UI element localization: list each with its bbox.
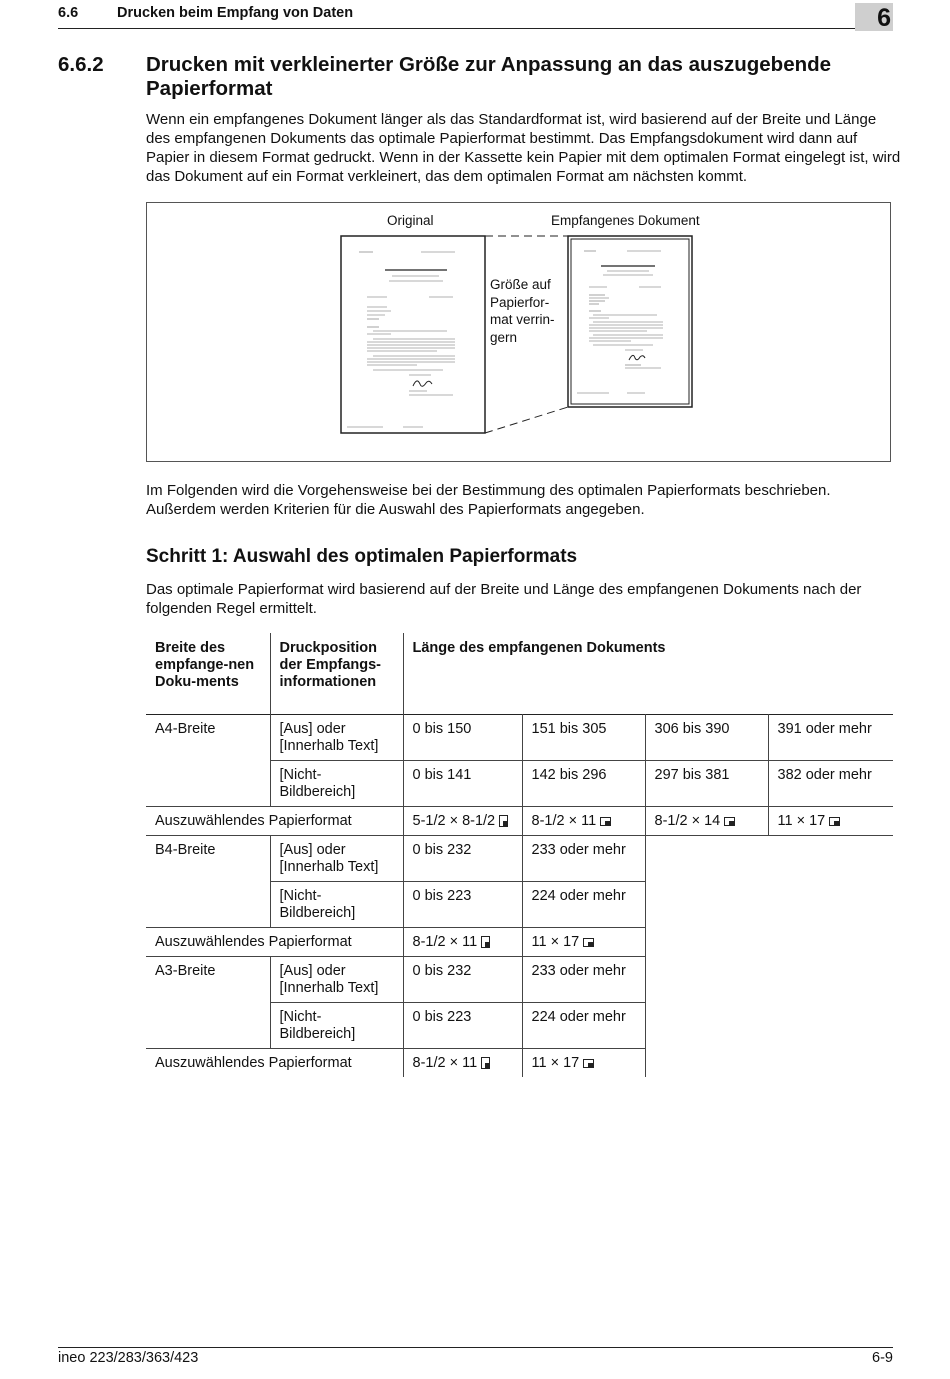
section-number: 6.6.2	[58, 53, 104, 76]
figure-original-label: Original	[387, 213, 434, 228]
header-length: Länge des empfangenen Dokuments	[412, 640, 666, 656]
a3-length-cell: 233 oder mehr	[522, 957, 645, 1003]
table-row	[146, 1049, 893, 1078]
empty-cell	[645, 836, 893, 882]
empty-cell	[645, 1049, 893, 1078]
landscape-orientation-icon	[829, 817, 840, 826]
b4-select-label: Auszuwählendes Papierformat	[146, 928, 403, 957]
reduce-label-line: Größe auf	[490, 277, 551, 292]
paper-size-table	[146, 633, 893, 1077]
format-text: 5-1/2 × 8-1/2	[412, 813, 496, 829]
portrait-orientation-icon	[499, 815, 508, 827]
b4-length-cell: 0 bis 232	[403, 836, 522, 882]
format-text: 11 × 17	[531, 934, 580, 950]
b4-position-on: [Aus] oder [Innerhalb Text]	[270, 836, 403, 882]
a4-format-cell	[645, 807, 768, 836]
portrait-orientation-icon	[481, 1057, 490, 1069]
a3-position-off: [Nicht-Bildbereich]	[270, 1003, 403, 1049]
step1-paragraph: Das optimale Papierformat wird basierend auf der Breite und Länge des empfangenen Dokuments nach der folgenden Regel ermittelt.	[146, 581, 862, 617]
header-print-position: Druckposition der Empfangs-informationen	[270, 633, 403, 715]
a4-length-cell: 151 bis 305	[522, 715, 645, 761]
a4-length-cell: 391 oder mehr	[768, 715, 893, 761]
a4-length-cell: 306 bis 390	[645, 715, 768, 761]
b4-format-cell	[522, 928, 645, 957]
a3-position-on: [Aus] oder [Innerhalb Text]	[270, 957, 403, 1003]
b4-position-off: [Nicht-Bildbereich]	[270, 882, 403, 928]
figure-reduce-label	[490, 276, 570, 346]
chapter-tab	[855, 3, 893, 31]
b4-length-cell: 0 bis 223	[403, 882, 522, 928]
format-text: 8-1/2 × 11	[412, 934, 478, 950]
a4-select-label: Auszuwählendes Papierformat	[146, 807, 403, 836]
footer-page-number: 6-9	[872, 1350, 893, 1366]
b4-length-cell: 224 oder mehr	[522, 882, 645, 928]
a4-length-cell: 142 bis 296	[522, 761, 645, 807]
after-figure-paragraph: Im Folgenden wird die Vorgehensweise bei der Bestimmung des optimalen Papierformats beschrieben. Außerdem werden Kriterien für die Auswahl des Papierformats angegeben.	[146, 482, 831, 518]
table-row	[146, 836, 893, 882]
landscape-orientation-icon	[724, 817, 735, 826]
format-text: 8-1/2 × 11	[531, 813, 597, 829]
a3-format-cell	[403, 1049, 522, 1078]
guide-line-bottom	[485, 407, 568, 433]
landscape-orientation-icon	[583, 938, 594, 947]
footer-rule	[58, 1347, 893, 1348]
header-rule	[58, 28, 893, 29]
a4-format-cell	[403, 807, 522, 836]
table-row	[146, 957, 893, 1003]
table-row	[146, 715, 893, 761]
footer-model: ineo 223/283/363/423	[58, 1350, 199, 1366]
a3-length-cell: 224 oder mehr	[522, 1003, 645, 1049]
a4-length-cell: 297 bis 381	[645, 761, 768, 807]
a4-position-off: [Nicht-Bildbereich]	[270, 761, 403, 807]
table-row	[146, 807, 893, 836]
table-row	[146, 928, 893, 957]
empty-cell	[645, 1003, 893, 1049]
header-width: Breite des empfange-nen Doku-ments	[146, 633, 270, 715]
reduction-figure	[146, 202, 891, 462]
empty-cell	[645, 957, 893, 1003]
format-text: 11 × 17	[777, 813, 826, 829]
section-title: Drucken mit verkleinerter Größe zur Anpassung an das auszugebende Papierformat	[146, 53, 832, 100]
intro-paragraph: Wenn ein empfangenes Dokument länger als das Standardformat ist, wird basierend auf der Breite und Länge des empfangenen Dokuments das optimale Papierformat bestimmt. Das Empfangsdokument wird dann auf Papier in diesem Format gedruckt. Wenn in der Kassette kein Papier mit dem optimalen Format eingelegt ist, wird das Dokument auf ein Format verkleinert, das dem optimalen Format am nächsten kommt.	[146, 111, 901, 185]
empty-cell	[645, 882, 893, 928]
received-document-image	[568, 236, 692, 407]
a3-format-cell	[522, 1049, 645, 1078]
format-text: 8-1/2 × 14	[654, 813, 721, 829]
a3-length-cell: 0 bis 223	[403, 1003, 522, 1049]
header-section-number: 6.6	[58, 5, 79, 21]
a4-length-cell: 0 bis 141	[403, 761, 522, 807]
portrait-orientation-icon	[481, 936, 490, 948]
a3-select-label: Auszuwählendes Papierformat	[146, 1049, 403, 1078]
landscape-orientation-icon	[600, 817, 611, 826]
original-document-image	[341, 236, 485, 433]
b4-width-label: B4-Breite	[146, 836, 270, 928]
table-header-row	[146, 633, 893, 715]
a4-format-cell	[522, 807, 645, 836]
reduce-label-line: mat verrin-	[490, 312, 555, 327]
reduce-label-line: Papierfor-	[490, 294, 550, 310]
a4-width-label: A4-Breite	[146, 715, 270, 807]
format-text: 8-1/2 × 11	[412, 1055, 478, 1071]
a3-width-label: A3-Breite	[146, 957, 270, 1049]
landscape-orientation-icon	[583, 1059, 594, 1068]
step1-heading: Schritt 1: Auswahl des optimalen Papierformats	[146, 546, 578, 567]
empty-cell	[645, 928, 893, 957]
a4-format-cell	[768, 807, 893, 836]
reduce-label-line: gern	[490, 329, 518, 345]
a4-length-cell: 382 oder mehr	[768, 761, 893, 807]
b4-length-cell: 233 oder mehr	[522, 836, 645, 882]
a4-length-cell: 0 bis 150	[403, 715, 522, 761]
chapter-number: 6	[877, 4, 891, 32]
header-section-title: Drucken beim Empfang von Daten	[117, 5, 354, 21]
a3-length-cell: 0 bis 232	[403, 957, 522, 1003]
figure-received-label: Empfangenes Dokument	[551, 213, 700, 228]
b4-format-cell	[403, 928, 522, 957]
format-text: 11 × 17	[531, 1055, 580, 1071]
a4-position-on: [Aus] oder [Innerhalb Text]	[270, 715, 403, 761]
